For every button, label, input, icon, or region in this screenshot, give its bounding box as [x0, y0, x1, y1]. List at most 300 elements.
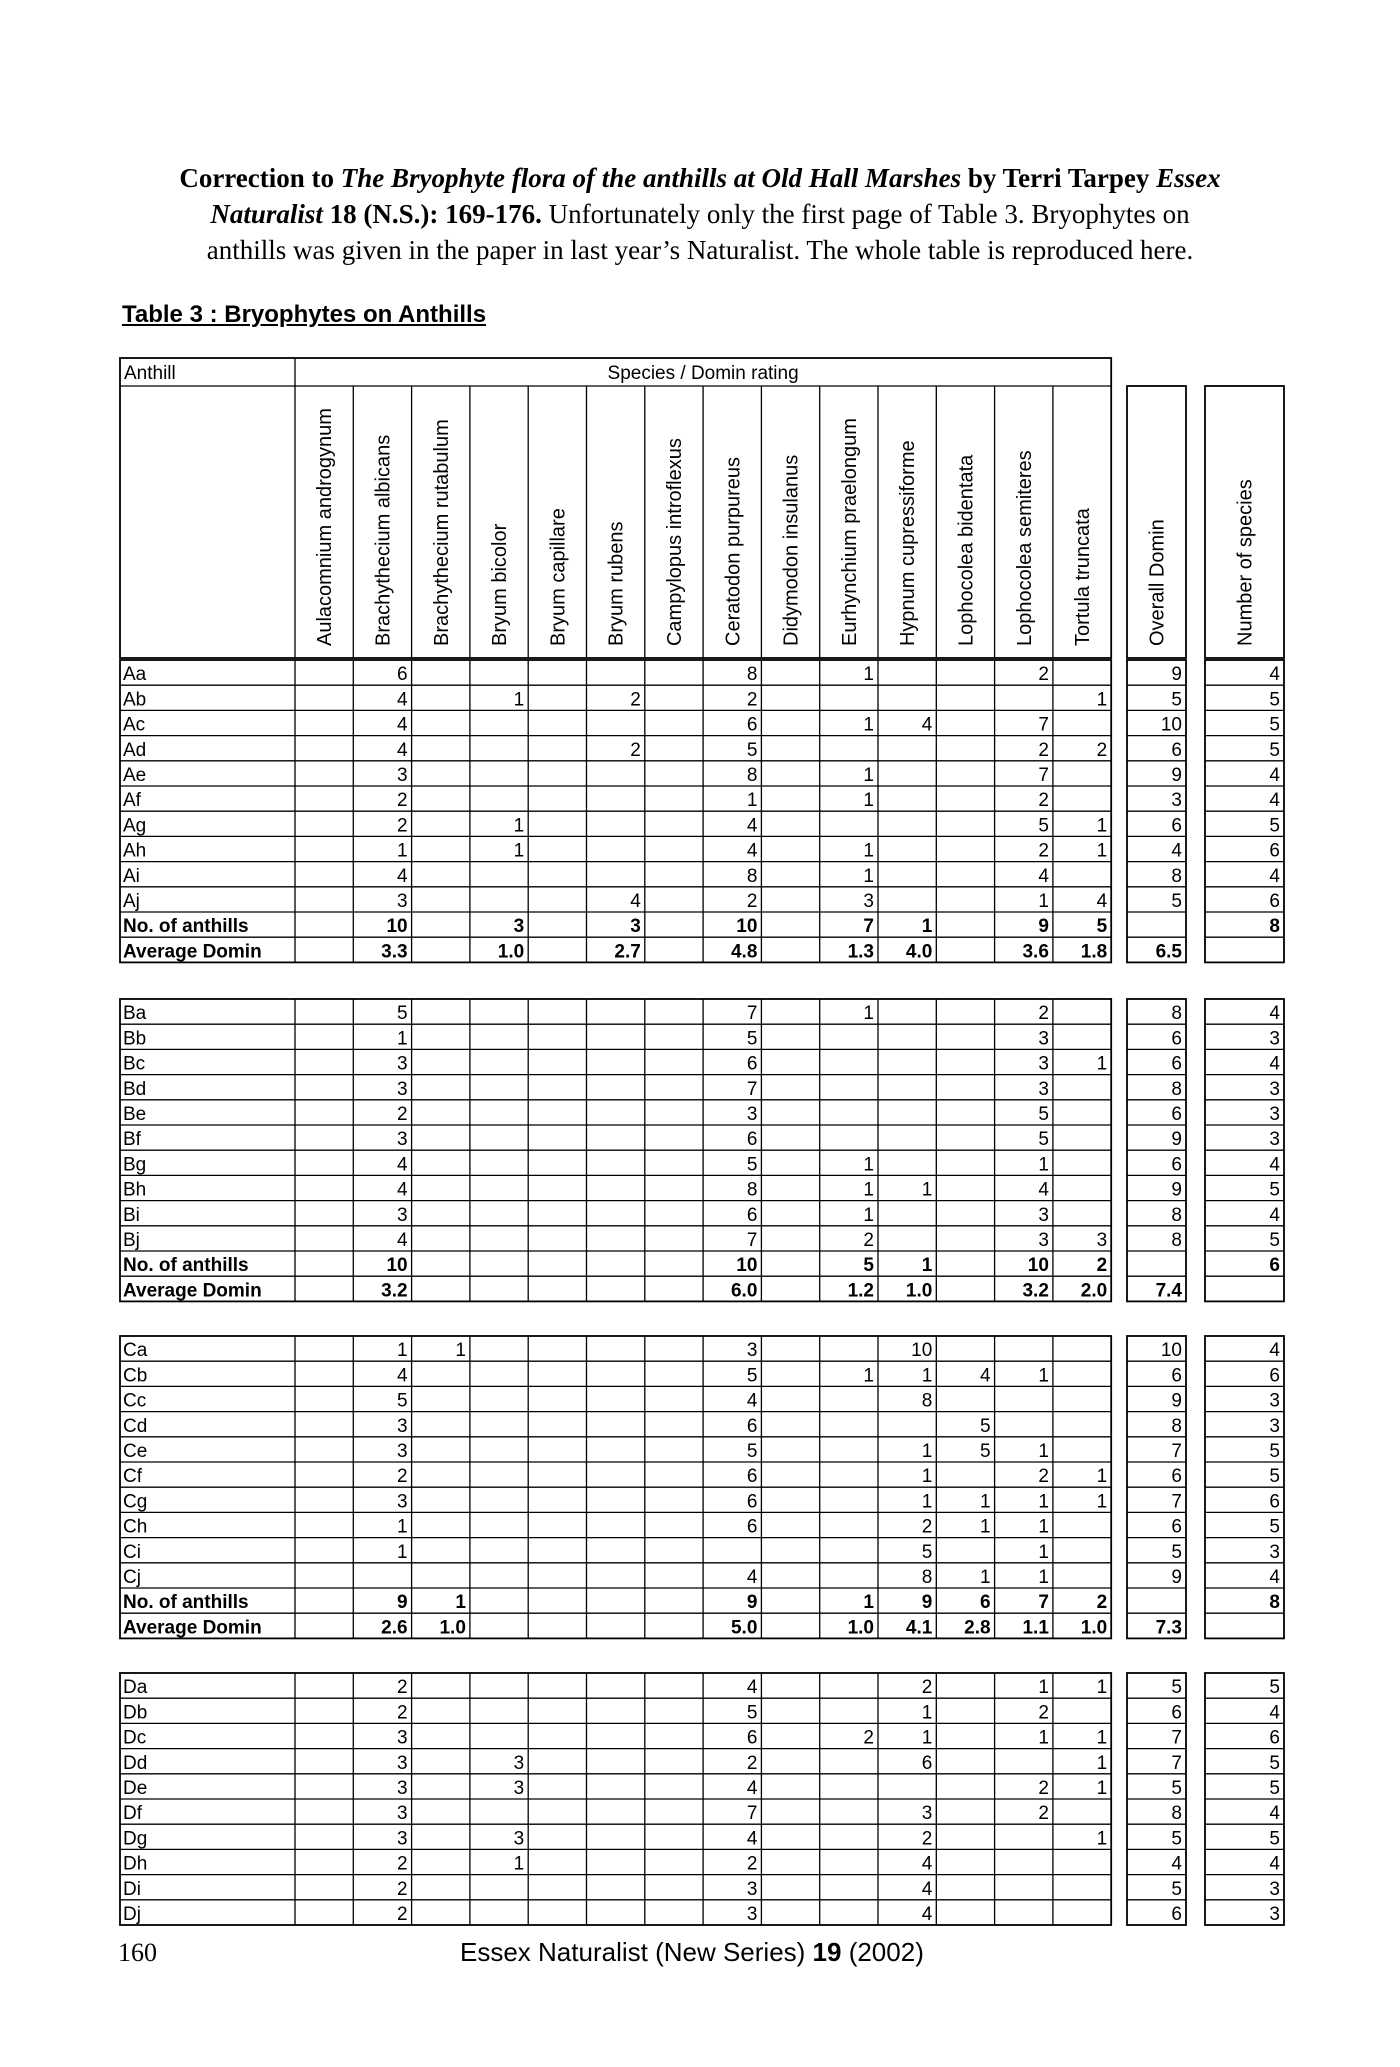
domin-value: 7: [746, 1003, 758, 1025]
overall-domin-value: 5: [1171, 1828, 1182, 1850]
domin-value: 7: [746, 1803, 758, 1825]
domin-value: 2: [397, 815, 408, 837]
domin-value: 6: [746, 1053, 758, 1075]
overall-domin-value: 6: [1171, 815, 1182, 837]
species-count-value: 3: [1269, 1878, 1280, 1900]
species-count-value: 4: [1269, 865, 1280, 887]
anthill-label: Aa: [123, 664, 147, 686]
domin-value: 1: [513, 815, 525, 837]
domin-value: 3: [397, 1491, 408, 1513]
domin-value: 1: [863, 714, 874, 736]
overall-domin-value: 6: [1171, 1466, 1182, 1488]
species-count-value: 3: [1269, 1129, 1280, 1151]
species-count-value: 3: [1269, 1904, 1280, 1925]
domin-value: 2: [397, 790, 408, 812]
domin-value: 10: [1027, 1255, 1049, 1277]
domin-value: 2: [1038, 790, 1049, 812]
domin-value: 6: [746, 1466, 758, 1488]
domin-value: 1: [921, 1441, 933, 1462]
domin-value: 3: [1038, 1078, 1049, 1100]
overall-domin-value: 6: [1171, 1516, 1182, 1538]
anthill-label: Cd: [123, 1415, 148, 1437]
domin-value: 2.8: [964, 1617, 991, 1639]
domin-value: 3.2: [1022, 1280, 1049, 1302]
overall-domin-value: 8: [1171, 1230, 1182, 1251]
domin-value: 3: [397, 1129, 408, 1151]
species-header-didymodon-insulanus: Didymodon insulanus: [780, 454, 803, 646]
species-count-value: 8: [1269, 916, 1280, 938]
anthill-label: Db: [123, 1702, 148, 1724]
domin-value: 3: [1096, 1230, 1108, 1251]
domin-value: 4: [746, 1778, 758, 1799]
overall-domin-value: 6: [1171, 1702, 1182, 1724]
domin-value: 3: [397, 1078, 408, 1100]
overall-domin-value: 9: [1171, 1129, 1182, 1151]
overall-domin-value: 3: [1171, 790, 1182, 812]
domin-value: 2: [1038, 1466, 1049, 1488]
domin-value: 4: [746, 1828, 758, 1850]
domin-value: 1.8: [1080, 941, 1108, 963]
journal-name-part1: Essex: [1156, 163, 1221, 193]
domin-value: 3: [397, 765, 408, 786]
domin-value: 9: [397, 1592, 408, 1614]
domin-value: 1: [863, 1592, 874, 1614]
domin-value: 4: [397, 1230, 408, 1251]
species-count-value: 4: [1269, 1003, 1280, 1025]
domin-value: 1: [1096, 815, 1108, 837]
domin-value: 2: [1096, 739, 1108, 761]
table-title: Table 3 : Bryophytes on Anthills: [122, 301, 487, 328]
species-count-value: 5: [1269, 1778, 1280, 1799]
overall-domin-value: 6: [1171, 739, 1182, 761]
domin-value: 4: [1038, 865, 1049, 887]
anthill-label: Bf: [123, 1129, 141, 1151]
domin-value: 1: [863, 1365, 874, 1387]
overall-domin-value: 9: [1171, 664, 1182, 686]
domin-value: 1: [1038, 1516, 1049, 1538]
overall-domin-value: 8: [1171, 1003, 1182, 1025]
domin-value: 5: [863, 1255, 874, 1277]
domin-value: 1: [1038, 1491, 1049, 1513]
domin-value: 1: [980, 1491, 991, 1513]
species-count-value: 3: [1269, 1541, 1280, 1563]
species-count-value: 4: [1269, 1567, 1280, 1588]
domin-value: 1.0: [847, 1617, 874, 1639]
domin-value: 2: [397, 1853, 408, 1875]
species-count-value: 5: [1269, 1179, 1280, 1201]
domin-value: 2: [397, 1104, 408, 1125]
domin-value: 1: [397, 1516, 408, 1538]
domin-value: 3: [1038, 1028, 1049, 1050]
domin-value: 4: [397, 739, 408, 761]
domin-value: 2: [746, 1752, 758, 1774]
anthill-label: Da: [123, 1677, 148, 1699]
anthill-label: Dh: [123, 1853, 148, 1875]
anthill-label: Aj: [123, 891, 140, 912]
domin-value: 5: [1096, 916, 1108, 938]
overall-domin-value: 7.4: [1155, 1280, 1182, 1302]
anthill-label: Df: [123, 1803, 142, 1825]
overall-domin-value: 8: [1171, 1415, 1182, 1437]
domin-value: 1: [863, 1204, 874, 1226]
domin-value: 1.0: [905, 1280, 933, 1302]
species-count-value: 5: [1269, 1466, 1280, 1488]
anthill-label: Dc: [123, 1727, 147, 1749]
domin-value: 2: [1038, 840, 1049, 862]
domin-value: 1: [1038, 1541, 1049, 1563]
domin-value: 3.2: [381, 1280, 408, 1302]
domin-value: 4: [921, 714, 933, 736]
domin-value: 8: [921, 1567, 933, 1588]
domin-value: 6: [746, 1415, 758, 1437]
domin-value: 3: [513, 916, 525, 938]
domin-value: 2: [630, 689, 641, 711]
domin-value: 3: [397, 1415, 408, 1437]
anthill-label: Ai: [123, 865, 140, 887]
domin-value: 4: [1096, 891, 1108, 912]
domin-value: 1: [1096, 1466, 1108, 1488]
domin-value: 4: [921, 1904, 933, 1925]
domin-value: 1: [1038, 1441, 1049, 1462]
domin-value: 1: [1096, 1491, 1108, 1513]
domin-value: 4: [397, 1154, 408, 1176]
domin-value: 1.3: [847, 941, 874, 963]
domin-value: 3: [746, 1904, 758, 1925]
domin-value: 6.0: [730, 1280, 758, 1302]
anthill-label: De: [123, 1778, 148, 1799]
overall-domin-value: 5: [1171, 1878, 1182, 1900]
domin-value: 1.0: [497, 941, 525, 963]
domin-value: 7: [1038, 765, 1049, 786]
domin-value: 1: [1096, 1727, 1108, 1749]
anthill-label: Cb: [123, 1365, 148, 1387]
correction-heading: Correction to: [179, 163, 341, 193]
domin-value: 10: [386, 1255, 408, 1277]
domin-value: 1: [1038, 1567, 1049, 1588]
anthill-label: Ah: [123, 840, 147, 862]
domin-value: 10: [386, 916, 408, 938]
domin-value: 5: [980, 1441, 991, 1462]
domin-value: 1: [513, 1853, 525, 1875]
domin-value: 1: [1096, 1677, 1108, 1699]
anthill-label: Ae: [123, 765, 147, 786]
domin-value: 3: [746, 1340, 758, 1362]
domin-value: 7: [746, 1078, 758, 1100]
paper-title: The Bryophyte flora of the anthills at Old Hall Marshes: [340, 163, 962, 193]
domin-value: 1: [1096, 1752, 1108, 1774]
domin-value: 2: [1038, 739, 1049, 761]
paper-author: by Terri Tarpey: [961, 163, 1157, 193]
overall-domin-value: 4: [1171, 1853, 1182, 1875]
anthill-label: Ba: [123, 1003, 147, 1025]
domin-value: 3: [1038, 1053, 1049, 1075]
domin-value: 2: [921, 1828, 933, 1850]
domin-value: 2: [1038, 1003, 1049, 1025]
overall-domin-value: 7: [1171, 1727, 1182, 1749]
domin-value: 7: [1038, 714, 1049, 736]
domin-value: 6: [746, 1491, 758, 1513]
domin-value: 1: [921, 1702, 933, 1724]
domin-value: 4.0: [905, 941, 933, 963]
domin-value: 3: [746, 1104, 758, 1125]
domin-value: 3: [1038, 1204, 1049, 1226]
domin-value: 2.6: [381, 1617, 408, 1639]
species-count-value: 4: [1269, 1053, 1280, 1075]
domin-value: 1: [397, 1340, 408, 1362]
domin-value: 5: [1038, 1129, 1049, 1151]
species-count-value: 6: [1269, 1491, 1280, 1513]
domin-value: 4: [397, 1365, 408, 1387]
anthill-label: Bc: [123, 1053, 146, 1075]
correction-text-1: Unfortunately only the first page of Table 3. Bryophytes on: [541, 199, 1190, 229]
domin-value: 1: [863, 1003, 874, 1025]
domin-value: 2: [1038, 1803, 1049, 1825]
species-count-value: 5: [1269, 815, 1280, 837]
domin-value: 2: [863, 1230, 874, 1251]
anthill-label: Bb: [123, 1028, 147, 1050]
domin-value: 3: [397, 1752, 408, 1774]
domin-value: 1: [921, 1727, 933, 1749]
domin-value: 1: [863, 790, 874, 812]
domin-value: 2: [746, 689, 758, 711]
anthill-label: Af: [123, 790, 141, 812]
species-count-value: 4: [1269, 765, 1280, 786]
domin-value: 4: [746, 1677, 758, 1699]
domin-value: 1: [513, 689, 525, 711]
domin-value: 1: [397, 1028, 408, 1050]
species-count-value: 5: [1269, 1828, 1280, 1850]
domin-value: 3.3: [381, 941, 408, 963]
domin-value: 1: [863, 765, 874, 786]
domin-value: 1: [1096, 689, 1108, 711]
anthill-label: Bh: [123, 1179, 147, 1201]
domin-value: 2: [746, 1853, 758, 1875]
domin-value: 2: [1038, 1778, 1049, 1799]
anthill-label: Ag: [123, 815, 147, 837]
species-header-tortula-truncata: Tortula truncata: [1072, 508, 1095, 646]
domin-value: 4.8: [730, 941, 758, 963]
species-count-value: 6: [1269, 1727, 1280, 1749]
domin-value: 2: [397, 1702, 408, 1724]
domin-value: 1: [1096, 840, 1108, 862]
domin-value: 1: [455, 1340, 466, 1362]
domin-value: 1.0: [439, 1617, 466, 1639]
species-count-value: 3: [1269, 1104, 1280, 1125]
summary-row-label: No. of anthills: [123, 916, 249, 938]
domin-value: 2.7: [614, 941, 641, 963]
overall-domin-value: 7: [1171, 1491, 1182, 1513]
summary-row-label: Average Domin: [123, 1280, 262, 1302]
species-count-value: 5: [1269, 1516, 1280, 1538]
overall-domin-value: 9: [1171, 1390, 1182, 1412]
domin-value: 8: [921, 1390, 933, 1412]
domin-value: 2: [1096, 1255, 1108, 1277]
overall-domin-value: 8: [1171, 1803, 1182, 1825]
domin-value: 10: [736, 1255, 758, 1277]
domin-value: 10: [911, 1340, 933, 1362]
overall-domin-value: 6: [1171, 1028, 1182, 1050]
domin-value: 3: [746, 1878, 758, 1900]
species-header-bryum-bicolor: Bryum bicolor: [489, 523, 512, 646]
domin-value: 8: [746, 1179, 758, 1201]
domin-value: 2: [630, 739, 641, 761]
domin-value: 4: [397, 865, 408, 887]
anthill-label: Cc: [123, 1390, 147, 1412]
domin-value: 6: [746, 714, 758, 736]
anthill-label: Ad: [123, 739, 147, 761]
domin-value: 3: [397, 1778, 408, 1799]
citation: 18 (N.S.): 169-176.: [322, 199, 542, 229]
summary-row-label: No. of anthills: [123, 1592, 249, 1614]
species-count-value: 6: [1269, 891, 1280, 912]
journal-name-part2: Naturalist: [210, 199, 323, 229]
journal-footer-year: (2002): [841, 1937, 924, 1967]
domin-value: 3: [630, 916, 641, 938]
species-count-value: 6: [1269, 1255, 1280, 1277]
domin-value: 1: [980, 1516, 991, 1538]
domin-value: 3: [397, 1204, 408, 1226]
domin-value: 9: [921, 1592, 933, 1614]
domin-value: 1: [863, 840, 874, 862]
overall-domin-value: 7: [1171, 1752, 1182, 1774]
species-count-value: 5: [1269, 739, 1280, 761]
domin-value: 5: [921, 1541, 933, 1563]
domin-value: 3: [397, 1828, 408, 1850]
domin-value: 5: [1038, 1104, 1049, 1125]
domin-value: 4: [980, 1365, 991, 1387]
domin-value: 6: [397, 664, 408, 686]
overall-domin-value: 9: [1171, 1567, 1182, 1588]
domin-value: 5.0: [730, 1617, 758, 1639]
domin-value: 2: [863, 1727, 874, 1749]
domin-value: 4: [921, 1878, 933, 1900]
domin-value: 1.1: [1022, 1617, 1049, 1639]
domin-value: 1: [921, 1491, 933, 1513]
journal-footer: [460, 1937, 924, 1968]
domin-value: 4: [397, 714, 408, 736]
domin-value: 9: [1038, 916, 1049, 938]
domin-value: 2: [1038, 1702, 1049, 1724]
anthill-label: Bd: [123, 1078, 147, 1100]
species-count-value: 3: [1269, 1390, 1280, 1412]
domin-value: 1: [863, 1179, 874, 1201]
domin-value: 4: [746, 815, 758, 837]
domin-value: 8: [746, 664, 758, 686]
species-count-value: 5: [1269, 1677, 1280, 1699]
anthill-label: Ab: [123, 689, 147, 711]
domin-value: 1.2: [847, 1280, 874, 1302]
overall-domin-header: Overall Domin: [1146, 519, 1169, 646]
species-header-bryum-capillare: Bryum capillare: [547, 508, 570, 646]
domin-value: 8: [746, 865, 758, 887]
anthill-label: Cg: [123, 1491, 148, 1513]
journal-footer-name: Essex Naturalist (New Series): [460, 1937, 813, 1967]
species-count-value: 4: [1269, 664, 1280, 686]
correction-text-2: anthills was given in the paper in last year’s Naturalist. The whole table is reproduced here.: [206, 235, 1194, 265]
anthill-label: Bi: [123, 1204, 140, 1226]
species-header-brachythecium-albicans: Brachythecium albicans: [372, 434, 395, 646]
species-count-value: 5: [1269, 1752, 1280, 1774]
domin-value: 4: [746, 1567, 758, 1588]
overall-domin-value: 8: [1171, 865, 1182, 887]
domin-value: 3: [397, 1803, 408, 1825]
species-count-value: 5: [1269, 714, 1280, 736]
anthill-label: Bj: [123, 1230, 140, 1251]
domin-value: 5: [980, 1415, 991, 1437]
species-count-value: 5: [1269, 1230, 1280, 1251]
overall-domin-value: 5: [1171, 1677, 1182, 1699]
domin-value: 3: [397, 1441, 408, 1462]
species-count-value: 5: [1269, 1441, 1280, 1462]
domin-value: 2: [921, 1677, 933, 1699]
anthill-label: Bg: [123, 1154, 147, 1176]
species-header-bryum-rubens: Bryum rubens: [605, 521, 628, 646]
species-header-brachythecium-rutabulum: Brachythecium rutabulum: [430, 419, 453, 646]
domin-value: 2: [397, 1904, 408, 1925]
domin-value: 2: [397, 1878, 408, 1900]
species-header-ceratodon-purpureus: Ceratodon purpureus: [722, 456, 745, 646]
species-header-aulacomnium-androgynum: Aulacomnium androgynum: [314, 408, 337, 646]
overall-domin-value: 6: [1171, 1104, 1182, 1125]
overall-domin-value: 8: [1171, 1204, 1182, 1226]
overall-domin-value: 8: [1171, 1078, 1182, 1100]
domin-value: 6: [980, 1592, 991, 1614]
domin-value: 5: [746, 1441, 758, 1462]
domin-value: 2: [921, 1516, 933, 1538]
domin-value: 1: [397, 1541, 408, 1563]
species-header-lophocolea-semiteres: Lophocolea semiteres: [1013, 450, 1036, 646]
domin-value: 1: [1038, 1677, 1049, 1699]
anthill-label: Ca: [123, 1340, 148, 1362]
domin-value: 5: [397, 1390, 408, 1412]
anthill-label: Cf: [123, 1466, 142, 1488]
domin-value: 3: [513, 1828, 525, 1850]
domin-value: 10: [736, 916, 758, 938]
domin-value: 4: [921, 1853, 933, 1875]
domin-value: 6: [746, 1204, 758, 1226]
species-count-value: 4: [1269, 1154, 1280, 1176]
domin-value: 1: [1038, 1727, 1049, 1749]
species-count-value: 3: [1269, 1078, 1280, 1100]
domin-value: 3: [863, 891, 874, 912]
overall-domin-value: 6: [1171, 1053, 1182, 1075]
overall-domin-value: 5: [1171, 689, 1182, 711]
overall-domin-value: 7.3: [1155, 1617, 1182, 1639]
anthill-label: Cj: [123, 1567, 141, 1588]
domin-value: 3: [397, 891, 408, 912]
domin-value: 1: [921, 1255, 933, 1277]
domin-value: 2: [1096, 1592, 1108, 1614]
domin-value: 2: [1038, 664, 1049, 686]
journal-footer-volume: 19: [812, 1937, 842, 1967]
domin-value: 2.0: [1080, 1280, 1108, 1302]
domin-value: 2: [746, 891, 758, 912]
domin-value: 2: [397, 1466, 408, 1488]
anthill-label: Dd: [123, 1752, 148, 1774]
domin-value: 1: [746, 790, 758, 812]
domin-value: 4: [746, 1390, 758, 1412]
domin-value: 1: [1038, 1154, 1049, 1176]
overall-domin-value: 9: [1171, 765, 1182, 786]
domin-value: 3: [921, 1803, 933, 1825]
domin-value: 5: [746, 739, 758, 761]
species-count-value: 4: [1269, 1853, 1280, 1875]
domin-value: 1: [863, 664, 874, 686]
domin-value: 3.6: [1022, 941, 1049, 963]
domin-value: 1: [921, 916, 933, 938]
domin-value: 7: [1038, 1592, 1049, 1614]
domin-value: 5: [746, 1028, 758, 1050]
